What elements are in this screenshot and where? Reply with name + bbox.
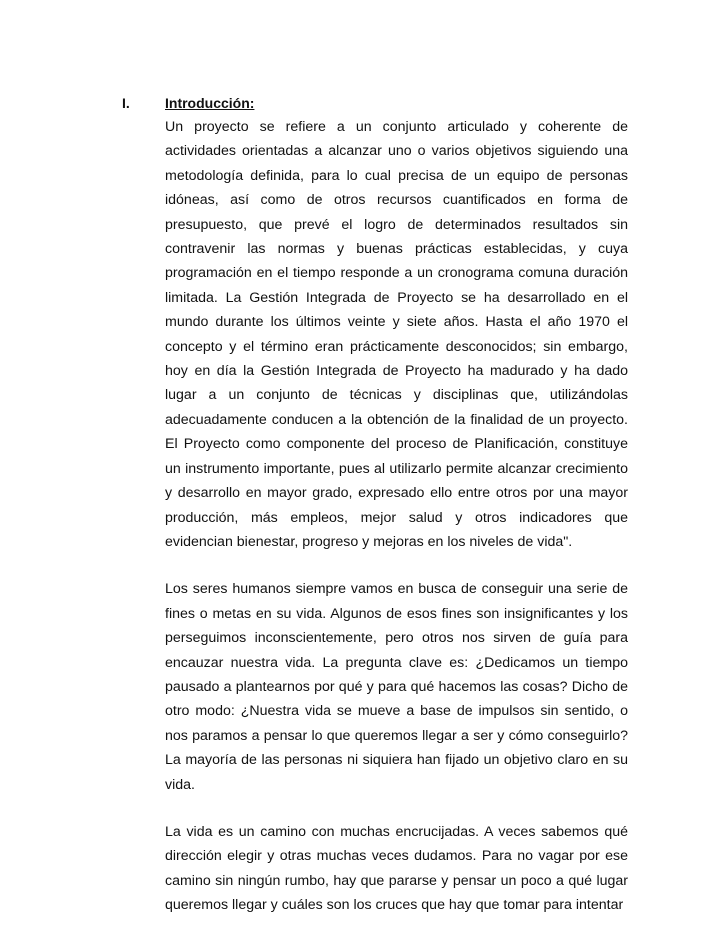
paragraph-life-path: La vida es un camino con muchas encrucijadas. A veces sabemos qué dirección elegir y otras muchas veces dudamos. Para no vagar por ese camino sin ningún rumbo, hay que pararse y pensar un poco a qué lugar queremos llegar y cuáles son los cruces que hay que tomar para intentar bbox=[165, 823, 628, 914]
paragraph-intro-project: Un proyecto se refiere a un conjunto articulado y coherente de actividades orientadas a alcanzar uno o varios objetivos siguiendo una metodología definida, para lo cual precisa de un equipo de personas idóneas, así como de otros recursos cuantificados en forma de presupuesto, que prevé el logro de determinados resultados sin contravenir las normas y buenas prácticas establecidas, y cuya programación en el tiempo responde a un cronograma comuna duración limitada. La Gestión Integrada de Proyecto se ha desarrollado en el mundo durante los últimos veinte y siete años. Hasta el año 1970 el concepto y el término eran prácticamente desconocidos; sin embargo, hoy en día la Gestión Integrada de Proyecto ha madurado y ha dado lugar a un conjunto de técnicas y disciplinas que, utilizándolas adecuadamente conducen a la obtención de la finalidad de un proyecto. El Proyecto como componente del proceso de Planificación, constituye un instrumento importante, pues al utilizarlo permite alcanzar crecimiento y desarrollo en mayor grado, expresado ello entre otros por una mayor producción, más empleos, mejor salud y otros indicadores que evidencian bienestar, progreso y mejoras en los niveles de vida". bbox=[165, 119, 628, 550]
section-number: I. bbox=[122, 95, 130, 111]
paragraph-human-goals: Los seres humanos siempre vamos en busca de conseguir una serie de fines o metas en su vida. Algunos de esos fines son insignificantes y los perseguimos inconscientemente, pero otros nos sirven de guía para encauzar nuestra vida. La pregunta clave es: ¿Dedicamos un tiempo pausado a plantearnos por qué y para qué hacemos las cosas? Dicho de otro modo: ¿Nuestra vida se mueve a base de impulsos sin sentido, o nos paramos a pensar lo que queremos llegar a ser y cómo conseguirlo? La mayoría de las personas ni siquiera han fijado un objetivo claro en su vida. bbox=[165, 581, 628, 793]
section-content bbox=[165, 93, 628, 918]
section-heading: Introducción: bbox=[165, 95, 255, 111]
